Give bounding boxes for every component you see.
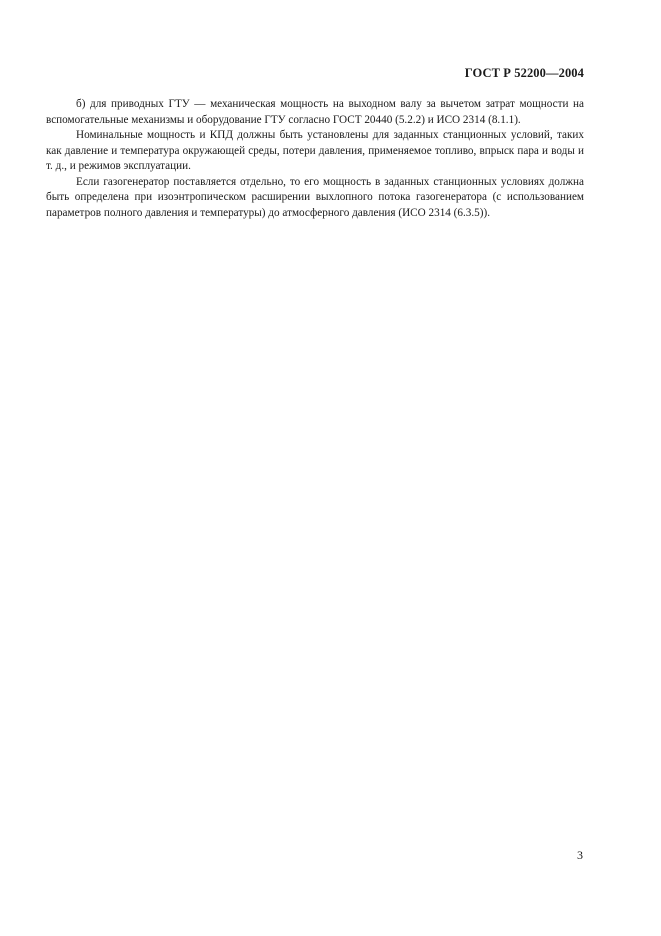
standard-id: ГОСТ Р 52200—2004 [464, 66, 584, 80]
document-header [465, 66, 584, 81]
paragraph-gas-generator: Если газогенератор поставляется отдельно, то его мощность в заданных станционных условиях должна быть определена при изоэнтропическом расширении выхлопного потока газогенератора (с использованием параметров полного давления и температуры) до атмосферного давления (ИСО 2314 (6.3.5)). [46, 175, 584, 219]
paragraph-power-definition: б) для приводных ГТУ — механическая мощность на выходном валу за вычетом затрат мощности на вспомогательные механизмы и оборудование ГТУ согласно ГОСТ 20440 (5.2.2) и ИСО 2314 (8.1.1). [46, 98, 584, 126]
page-number: 3 [577, 848, 583, 862]
document-body [46, 97, 584, 221]
paragraph-rated-conditions: Номинальные мощность и КПД должны быть установлены для заданных станционных условий, таких как давление и температура окружающей среды, потери давления, применяемое топливо, впрыск пара и воды и т. д., и режимов эксплуатации. [46, 129, 584, 172]
